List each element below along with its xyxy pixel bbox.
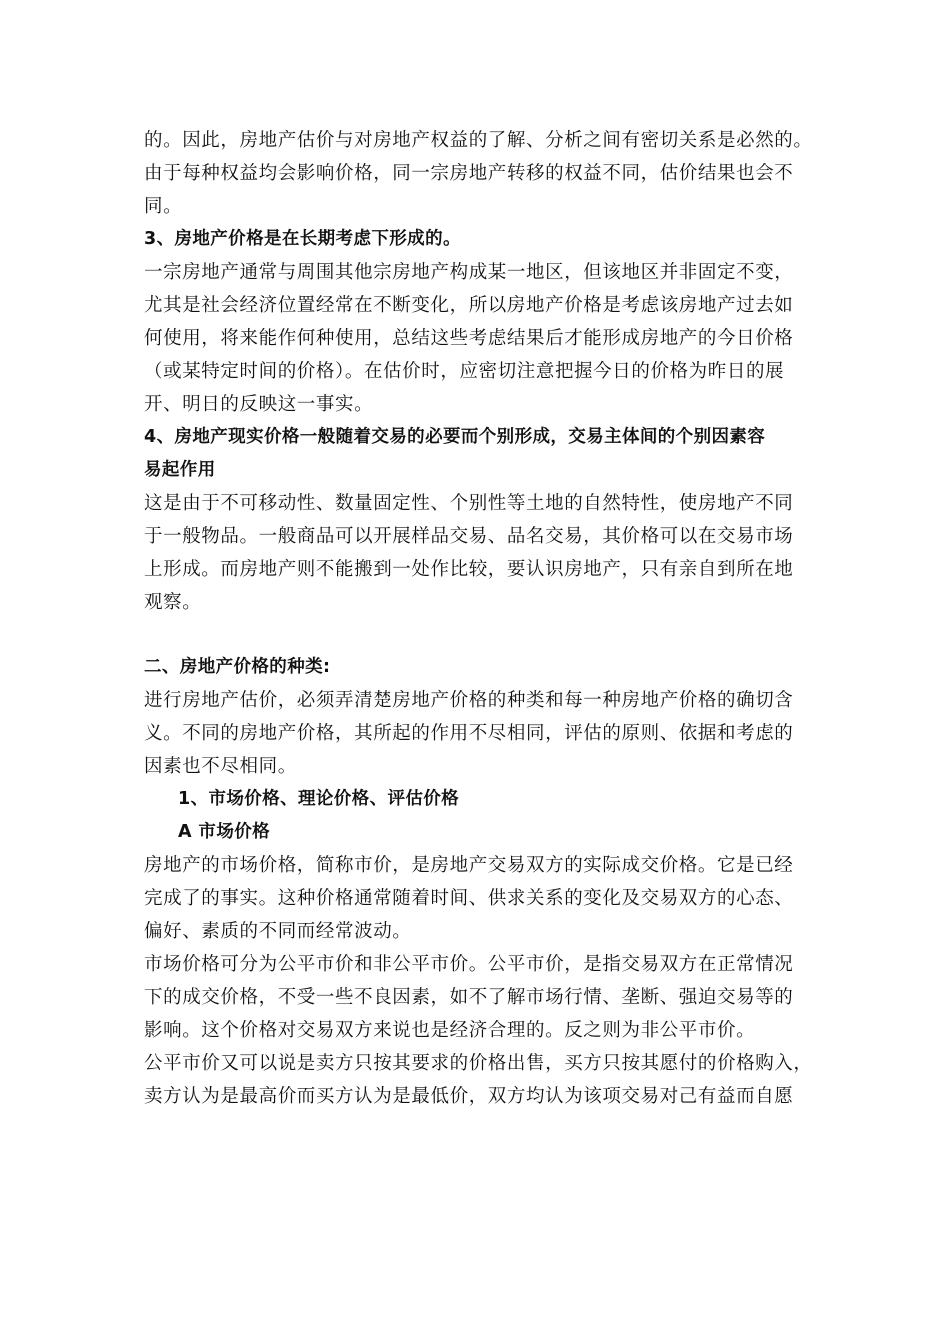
subheading-1: 1、市场价格、理论价格、评估价格 <box>178 789 460 809</box>
paragraph-line: 同。 <box>144 196 183 217</box>
paragraph-line: 市场价格可分为公平市价和非公平市价。公平市价，是指交易双方在正常情况 <box>144 954 794 975</box>
chapter-heading: 二、房地产价格的种类: <box>144 657 331 677</box>
paragraph-line: 由于每种权益均会影响价格，同一宗房地产转移的权益不同，估价结果也会不 <box>144 163 794 184</box>
paragraph-line: 义。不同的房地产价格，其所起的作用不尽相同，评估的原则、依据和考虑的 <box>144 723 794 744</box>
blank-line <box>144 619 824 651</box>
section-heading-3: 3、房地产价格是在长期考虑下形成的。 <box>144 229 461 249</box>
paragraph-line: 何使用，将来能作何种使用，总结这些考虑结果后才能形成房地产的今日价格 <box>144 328 794 349</box>
paragraph-line: 上形成。而房地产则不能搬到一处作比较，要认识房地产，只有亲自到所在地 <box>144 559 794 580</box>
paragraph-line: 完成了的事实。这种价格通常随着时间、供求关系的变化及交易双方的心态、 <box>144 888 794 909</box>
paragraph-line: 于一般物品。一般商品可以开展样品交易、品名交易，其价格可以在交易市场 <box>144 526 794 547</box>
subheading-a: A 市场价格 <box>178 822 271 842</box>
document-page <box>144 124 824 1113</box>
paragraph-line: 开、明日的反映这一事实。 <box>144 394 374 415</box>
paragraph-line: 一宗房地产通常与周围其他宗房地产构成某一地区，但该地区并非固定不变， <box>144 262 794 283</box>
paragraph-line: （或某特定时间的价格）。在估价时，应密切注意把握今日的价格为昨日的展 <box>144 361 785 382</box>
paragraph-line: 卖方认为是最高价而买方认为是最低价，双方均认为该项交易对己有益而自愿 <box>144 1086 794 1107</box>
section-heading-4-cont: 易起作用 <box>144 460 216 480</box>
paragraph-line: 下的成交价格，不受一些不良因素，如不了解市场行情、垄断、强迫交易等的 <box>144 987 794 1008</box>
paragraph-line: 的。因此，房地产估价与对房地产权益的了解、分析之间有密切关系是必然的。 <box>144 130 813 151</box>
paragraph-line: 因素也不尽相同。 <box>144 756 297 777</box>
section-heading-4: 4、房地产现实价格一般随着交易的必要而个别形成，交易主体间的个别因素容 <box>144 427 766 447</box>
paragraph-line: 进行房地产估价，必须弄清楚房地产价格的种类和每一种房地产价格的确切含 <box>144 690 794 711</box>
paragraph-line: 房地产的市场价格，简称市价，是房地产交易双方的实际成交价格。它是已经 <box>144 855 794 876</box>
paragraph-line: 尤其是社会经济位置经常在不断变化，所以房地产价格是考虑该房地产过去如 <box>144 295 794 316</box>
paragraph-line: 偏好、素质的不同而经常波动。 <box>144 921 412 942</box>
paragraph-line: 影响。这个价格对交易双方来说也是经济合理的。反之则为非公平市价。 <box>144 1020 756 1041</box>
paragraph-line: 观察。 <box>144 592 202 613</box>
paragraph-line: 公平市价又可以说是卖方只按其要求的价格出售，买方只按其愿付的价格购入， <box>144 1053 813 1074</box>
paragraph-line: 这是由于不可移动性、数量固定性、个别性等土地的自然特性，使房地产不同 <box>144 493 794 514</box>
